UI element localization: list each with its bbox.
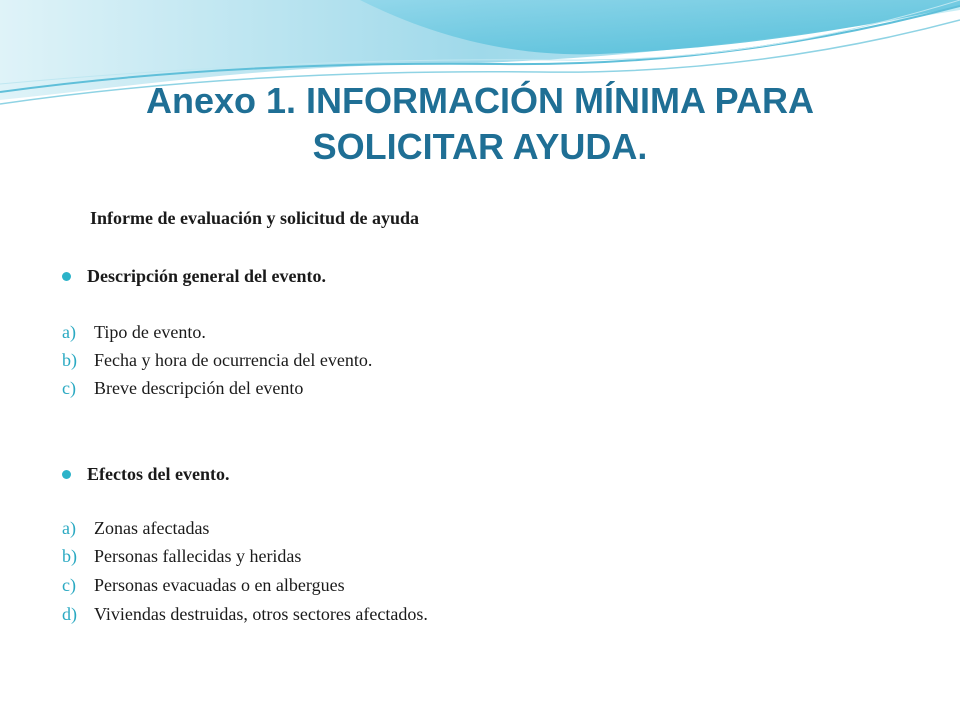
- list-item: [62, 518, 209, 539]
- list-item-text: Personas evacuadas o en albergues: [94, 575, 345, 595]
- list-item: [62, 546, 301, 567]
- list-item-text: Viviendas destruidas, otros sectores afectados.: [94, 604, 428, 624]
- list-item-text: Zonas afectadas: [94, 518, 210, 538]
- section-heading-label: Descripción general del evento.: [87, 266, 326, 286]
- list-item-text: Breve descripción del evento: [94, 378, 304, 398]
- section-heading-label: Efectos del evento.: [87, 464, 230, 484]
- list-marker: a): [62, 518, 76, 538]
- slide-title: Anexo 1. INFORMACIÓN MÍNIMA PARA SOLICITAR AYUDA.: [145, 80, 814, 167]
- list-item: [62, 350, 372, 371]
- slide-subtitle: Informe de evaluación y solicitud de ayuda: [90, 208, 420, 228]
- list-marker: b): [62, 350, 77, 370]
- section-heading-effects: [62, 464, 229, 485]
- list-marker: b): [62, 546, 77, 566]
- list-item-text: Fecha y hora de ocurrencia del evento.: [94, 350, 373, 370]
- list-item: [62, 604, 428, 625]
- bullet-icon: [62, 470, 71, 479]
- bullet-icon: [62, 272, 71, 281]
- list-marker: c): [62, 378, 76, 398]
- list-item: [62, 575, 345, 596]
- list-item: [62, 322, 206, 343]
- section-heading-general: [62, 266, 326, 287]
- list-item-text: Tipo de evento.: [94, 322, 206, 342]
- list-marker: a): [62, 322, 76, 342]
- list-marker: c): [62, 575, 76, 595]
- list-item: [62, 378, 303, 399]
- list-item-text: Personas fallecidas y heridas: [94, 546, 302, 566]
- list-marker: d): [62, 604, 77, 624]
